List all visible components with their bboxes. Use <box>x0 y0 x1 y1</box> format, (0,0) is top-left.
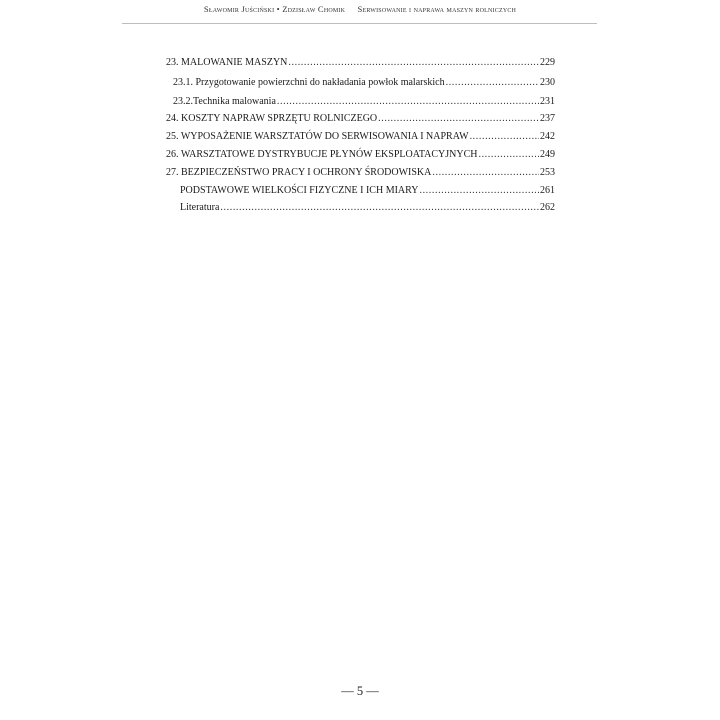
toc-entry[interactable] <box>173 95 555 108</box>
toc-entry-page: 237 <box>540 113 555 124</box>
toc-entry[interactable] <box>180 184 555 197</box>
toc-entry-page: 231 <box>540 96 555 107</box>
toc-entry[interactable] <box>166 130 555 143</box>
toc-entry-title: 24. KOSZTY NAPRAW SPRZĘTU ROLNICZEGO <box>166 113 378 124</box>
toc-entry-title: 27. BEZPIECZEŃSTWO PRACY I OCHRONY ŚRODOWISKA <box>166 167 432 178</box>
toc-entry-page: 261 <box>540 185 555 196</box>
toc-entry[interactable] <box>166 56 555 69</box>
toc-leader-dots <box>446 76 539 89</box>
toc-entry-title: PODSTAWOWE WIELKOŚCI FIZYCZNE I ICH MIARY <box>180 185 419 196</box>
toc-entry-title: 25. WYPOSAŻENIE WARSZTATÓW DO SERWISOWANIA I NAPRAW <box>166 131 469 142</box>
toc-leader-dots <box>277 95 539 108</box>
toc-leader-dots <box>419 184 539 197</box>
page-number: — 5 — <box>341 684 379 698</box>
toc-leader-dots <box>288 56 539 69</box>
toc-entry-title: 26. WARSZTATOWE DYSTRYBUCJE PŁYNÓW EKSPLOATACYJNYCH <box>166 149 478 160</box>
header-book-title: Serwisowanie i naprawa maszyn rolniczych <box>357 4 517 14</box>
toc-entry-page: 242 <box>540 131 555 142</box>
toc-entry[interactable] <box>166 148 555 161</box>
toc-leader-dots <box>220 201 539 214</box>
toc-entry[interactable] <box>173 76 555 89</box>
header-authors: Sławomir Juściński • Zdzisław Chomik <box>203 4 346 14</box>
toc-entry[interactable] <box>180 201 555 214</box>
toc-entry-page: 230 <box>540 77 555 88</box>
toc-entry-title: 23.1. Przygotowanie powierzchni do nakładania powłok malarskich <box>173 77 445 88</box>
toc-entry-title: Literatura <box>180 202 220 213</box>
toc-leader-dots <box>478 148 539 161</box>
toc-leader-dots <box>378 112 539 125</box>
toc-entry[interactable] <box>166 166 555 179</box>
toc-entry-title: 23. MALOWANIE MASZYN <box>166 57 288 68</box>
toc-entry-page: 249 <box>540 149 555 160</box>
toc-entry-page: 229 <box>540 57 555 68</box>
toc-entry-title: 23.2.Technika malowania <box>173 96 276 107</box>
toc-entry-page: 253 <box>540 167 555 178</box>
toc-entry-page: 262 <box>540 202 555 213</box>
toc-leader-dots <box>470 130 539 143</box>
toc-leader-dots <box>432 166 539 179</box>
toc-entry[interactable] <box>166 112 555 125</box>
